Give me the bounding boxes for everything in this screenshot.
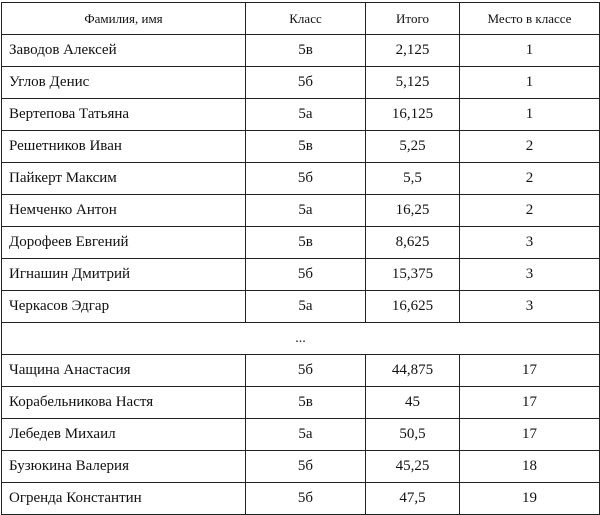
table-row bbox=[2, 387, 600, 419]
cell-name: Огренда Константин bbox=[2, 483, 246, 515]
cell-name: Игнашин Дмитрий bbox=[2, 259, 246, 291]
cell-name: Решетников Иван bbox=[2, 131, 246, 163]
cell-total: 16,625 bbox=[366, 291, 460, 323]
cell-class: 5в bbox=[246, 35, 366, 67]
table-row bbox=[2, 227, 600, 259]
cell-class: 5а bbox=[246, 195, 366, 227]
cell-total: 44,875 bbox=[366, 355, 460, 387]
cell-total: 45 bbox=[366, 387, 460, 419]
table-body-bottom bbox=[2, 355, 600, 515]
cell-total: 16,25 bbox=[366, 195, 460, 227]
cell-place: 1 bbox=[460, 35, 600, 67]
cell-total: 15,375 bbox=[366, 259, 460, 291]
cell-place: 1 bbox=[460, 67, 600, 99]
table-row bbox=[2, 259, 600, 291]
cell-total: 5,5 bbox=[366, 163, 460, 195]
cell-name: Немченко Антон bbox=[2, 195, 246, 227]
table-row bbox=[2, 131, 600, 163]
cell-name: Чащина Анастасия bbox=[2, 355, 246, 387]
table-row bbox=[2, 483, 600, 515]
cell-place: 3 bbox=[460, 227, 600, 259]
header-class: Класс bbox=[246, 3, 366, 35]
cell-place: 2 bbox=[460, 163, 600, 195]
table-row bbox=[2, 355, 600, 387]
results-table bbox=[1, 2, 600, 515]
cell-place: 17 bbox=[460, 419, 600, 451]
table-row bbox=[2, 451, 600, 483]
cell-class: 5а bbox=[246, 291, 366, 323]
table-row bbox=[2, 291, 600, 323]
header-total: Итого bbox=[366, 3, 460, 35]
cell-class: 5в bbox=[246, 131, 366, 163]
header-place: Место в классе bbox=[460, 3, 600, 35]
cell-class: 5б bbox=[246, 259, 366, 291]
cell-total: 8,625 bbox=[366, 227, 460, 259]
cell-place: 1 bbox=[460, 99, 600, 131]
cell-total: 50,5 bbox=[366, 419, 460, 451]
cell-name: Бузюкина Валерия bbox=[2, 451, 246, 483]
table-row bbox=[2, 195, 600, 227]
cell-total: 47,5 bbox=[366, 483, 460, 515]
cell-place: 2 bbox=[460, 131, 600, 163]
cell-total: 16,125 bbox=[366, 99, 460, 131]
cell-name: Черкасов Эдгар bbox=[2, 291, 246, 323]
cell-name: Пайкерт Максим bbox=[2, 163, 246, 195]
cell-name: Углов Денис bbox=[2, 67, 246, 99]
cell-total: 5,125 bbox=[366, 67, 460, 99]
cell-class: 5б bbox=[246, 163, 366, 195]
cell-class: 5в bbox=[246, 387, 366, 419]
cell-class: 5б bbox=[246, 483, 366, 515]
table-body-top bbox=[2, 35, 600, 323]
header-name: Фамилия, имя bbox=[2, 3, 246, 35]
table-row bbox=[2, 163, 600, 195]
table-row bbox=[2, 67, 600, 99]
cell-class: 5а bbox=[246, 419, 366, 451]
cell-name: Дорофеев Евгений bbox=[2, 227, 246, 259]
cell-total: 45,25 bbox=[366, 451, 460, 483]
cell-name: Лебедев Михаил bbox=[2, 419, 246, 451]
table-row bbox=[2, 99, 600, 131]
cell-place: 18 bbox=[460, 451, 600, 483]
cell-place: 3 bbox=[460, 291, 600, 323]
cell-total: 5,25 bbox=[366, 131, 460, 163]
cell-class: 5а bbox=[246, 99, 366, 131]
cell-total: 2,125 bbox=[366, 35, 460, 67]
ellipsis-cell: ... bbox=[2, 323, 600, 355]
cell-name: Корабельникова Настя bbox=[2, 387, 246, 419]
cell-class: 5б bbox=[246, 355, 366, 387]
cell-place: 19 bbox=[460, 483, 600, 515]
cell-class: 5в bbox=[246, 227, 366, 259]
table-row bbox=[2, 35, 600, 67]
header-row bbox=[2, 3, 600, 35]
table-row bbox=[2, 419, 600, 451]
ellipsis-row bbox=[2, 323, 600, 355]
cell-place: 2 bbox=[460, 195, 600, 227]
table-body-gap bbox=[2, 323, 600, 355]
cell-name: Вертепова Татьяна bbox=[2, 99, 246, 131]
cell-place: 3 bbox=[460, 259, 600, 291]
cell-place: 17 bbox=[460, 387, 600, 419]
cell-class: 5б bbox=[246, 451, 366, 483]
cell-name: Заводов Алексей bbox=[2, 35, 246, 67]
cell-class: 5б bbox=[246, 67, 366, 99]
cell-place: 17 bbox=[460, 355, 600, 387]
